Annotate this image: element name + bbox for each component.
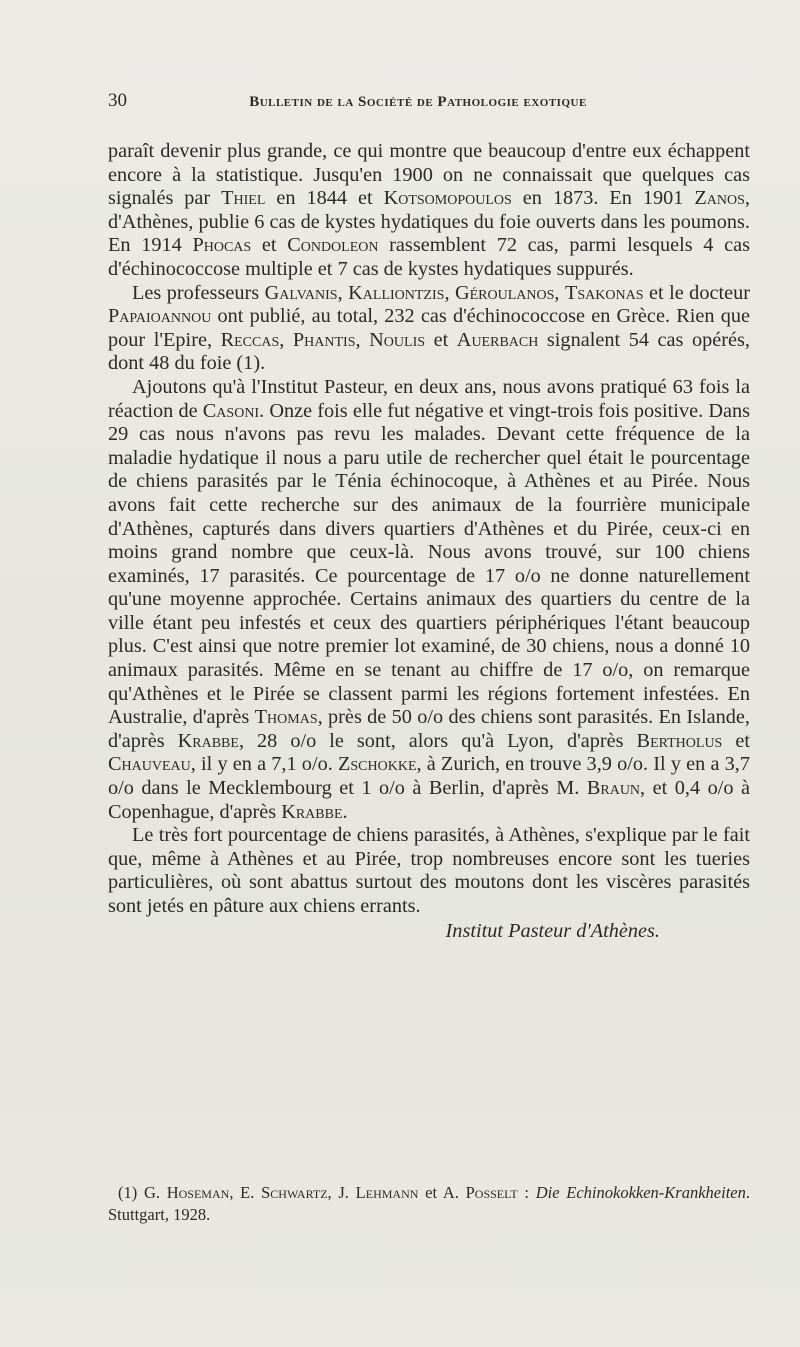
- paragraph-1: [108, 140, 750, 282]
- text-run: , d'Athènes, publie 6 cas de kystes hydatiques du foie ouverts dans les poumons. En 1914: [108, 187, 750, 257]
- author-name: Tsakonas: [564, 281, 644, 304]
- author-name: Zschokke: [337, 753, 417, 776]
- text-run: et: [251, 234, 288, 257]
- author-name: Thomas: [254, 706, 318, 729]
- author-name: Reccas: [220, 328, 280, 351]
- text-run: Ajoutons qu'à l'Institut Pasteur, en deux ans, nous avons pratiqué 63 fois la réaction de: [108, 375, 750, 422]
- author-name: Galvanis: [264, 281, 338, 304]
- text-run: , il y en a 7,1 o/o.: [190, 753, 338, 776]
- text-run: ont publié, au total, 232 cas d'échinococcose en Grèce. Rien que pour l'Epire,: [108, 305, 750, 351]
- text-run: rassemblent 72 cas, parmi lesquels 4 cas d'échinococcose multiple et 7 cas de kystes hydatiques suppurés.: [108, 234, 751, 280]
- author-name: Noulis: [369, 328, 426, 351]
- text-run: et le docteur: [643, 281, 750, 304]
- paragraph-2: [108, 282, 750, 376]
- author-name: Kalliontzis: [348, 281, 445, 304]
- text-run: , près de 50 o/o des chiens sont parasités. En Islande, d'après: [108, 706, 751, 752]
- author-name: Papaioannou: [108, 305, 212, 328]
- author-name: Hoseman: [166, 1183, 230, 1202]
- text-run: .: [342, 800, 348, 823]
- text-run: et: [722, 729, 751, 752]
- author-name: Kotsomopoulos: [383, 187, 512, 210]
- text-run: et A.: [418, 1183, 466, 1202]
- text-run: , J.: [327, 1183, 356, 1202]
- author-name: Braun: [586, 777, 641, 800]
- text-run: Les professeurs: [132, 281, 265, 304]
- author-name: Géroulanos: [454, 281, 555, 304]
- author-name: Chauveau: [108, 753, 191, 776]
- text-run: (1) G.: [118, 1183, 167, 1202]
- author-name: Lehmann: [355, 1183, 419, 1202]
- author-name: Schwartz: [261, 1183, 328, 1202]
- text-run: signalent 54 cas opérés, dont 48 du foie (1).: [108, 328, 751, 375]
- author-name: Krabbe: [177, 729, 239, 752]
- author-name: Condoleon: [287, 234, 379, 257]
- page-number: 30: [108, 90, 127, 111]
- article-body: [108, 140, 750, 943]
- author-name: Thiel: [221, 187, 266, 210]
- paragraph-4: Le très fort pourcentage de chiens parasités, à Athènes, s'explique par le fait que, même à Athènes et au Pirée, trop nombreuses encore sont les tueries particulières, où sont abattus surtout des moutons dont les viscères parasités sont jetés en pâture aux chiens errants.: [108, 824, 750, 917]
- author-name: Phantis: [292, 328, 356, 351]
- running-header: [108, 90, 668, 112]
- running-title: Bulletin de la Société de Pathologie exotique: [249, 94, 587, 110]
- text-run: , et 0,4 o/o à Copenhague, d'après: [108, 777, 750, 823]
- author-name: Bertholus: [636, 729, 723, 752]
- signature: Institut Pasteur d'Athènes.: [445, 919, 660, 942]
- text-run: . Stuttgart, 1928.: [108, 1183, 750, 1224]
- footnote-text: [108, 1182, 750, 1226]
- text-run: . Onze fois elle fut négative et vingt-trois fois positive. Dans 29 cas nous n'avons pas revu les malades. Devant cette fréquence de la maladie hydatique il nous a paru utile de rechercher quel était le pourcentage de chiens parasités par le Ténia échinocoque, à Athènes et au Pirée. Nous avons fait cette recherche sur des animaux de la fourrière municipale d'Athènes, capturés dans divers quartiers d'Athènes et du Pirée, ceux-ci en moins grand nombre que ceux-là. Nous avons trouvé, sur 100 chiens examinés, 17 parasités. Ce pourcentage de 17 o/o ne donne naturellement qu'une moyenne approchée. Certains animaux des quartiers du centre de la ville étant peu infestés et ceux des quartiers périphériques l'étant beaucoup plus. C'est ainsi que notre premier lot examiné, de 30 chiens, nous a donné 10 animaux parasités. Même en se tenant au chiffre de 17 o/o, on remarque qu'Athènes et le Pirée se classent parmi les régions fortement infestées. En Australie, d'après: [108, 399, 750, 729]
- author-name: Zanos: [694, 187, 745, 210]
- text-run: en 1844 et: [265, 187, 384, 210]
- text-run: , E.: [229, 1183, 262, 1202]
- author-name: Posselt: [465, 1183, 518, 1202]
- footnote: [108, 1182, 750, 1226]
- text-run: , 28 o/o le sont, alors qu'à Lyon, d'après: [238, 729, 637, 752]
- author-name: Auerbach: [456, 328, 539, 351]
- author-name: Krabbe: [281, 800, 343, 823]
- author-name: Phocas: [192, 234, 252, 257]
- text-run: :: [517, 1183, 536, 1202]
- book-title: Die Echinokokken-Krankheiten: [535, 1183, 746, 1202]
- text-run: en 1873. En 1901: [511, 187, 695, 210]
- paragraph-3: [108, 376, 750, 824]
- text-run: paraît devenir plus grande, ce qui montre que beaucoup d'entre eux échappent encore à la statistique. Jusqu'en 1900 on ne connaissait que quelques cas signalés par: [108, 140, 750, 210]
- text-run: ,: [279, 328, 293, 351]
- text-run: , à Zurich, en trouve 3,9 o/o. Il y en a 3,7 o/o dans le Mecklembourg et 1 o/o à Berlin, d'après M.: [108, 753, 750, 800]
- text-run: ,: [355, 328, 370, 351]
- text-run: ,: [554, 281, 565, 304]
- author-name: Casoni: [202, 399, 260, 422]
- text-run: et: [425, 328, 457, 351]
- text-run: ,: [444, 281, 455, 304]
- text-run: ,: [337, 281, 349, 304]
